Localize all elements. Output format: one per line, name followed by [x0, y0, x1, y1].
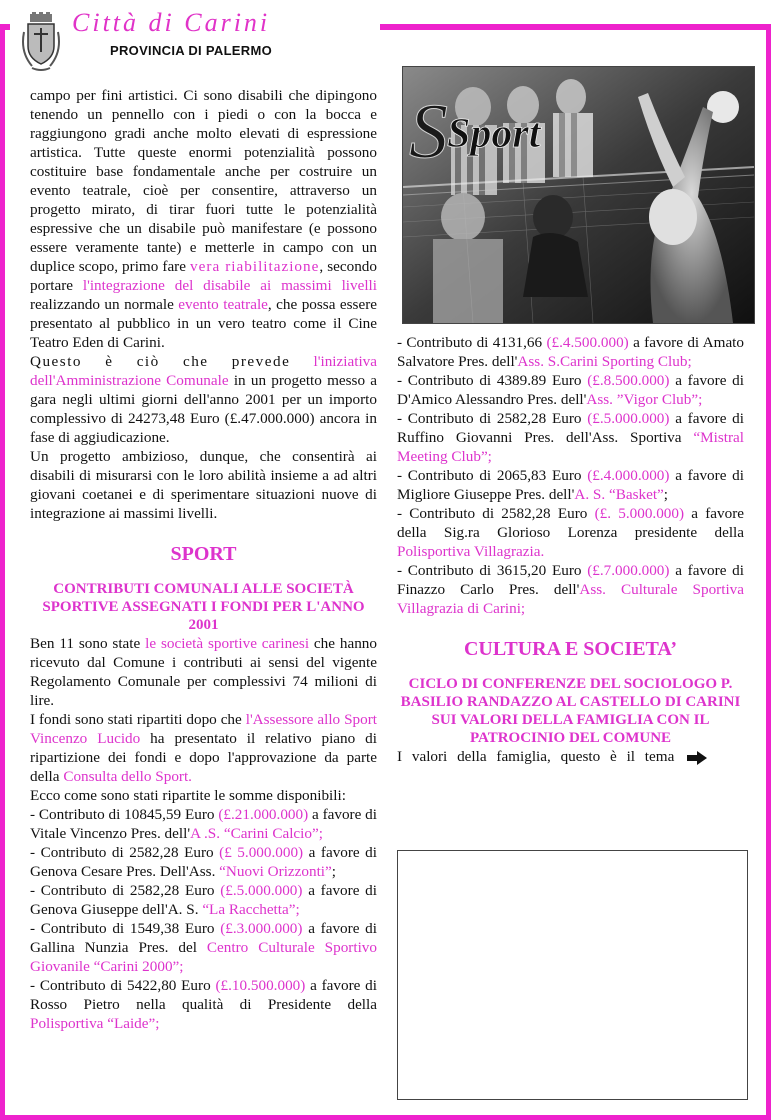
contribution-item: - Contributo di 5422,80 Euro (£.10.500.000) a favore di Rosso Pietro nella qualità di Presidente della Polisportiva “Laide”;	[30, 977, 377, 1032]
sport-photo	[402, 66, 755, 324]
contribution-item: - Contributo di 10845,59 Euro (£.21.000.000) a favore di Vitale Vincenzo Pres. dell'A .S. “Carini Calcio”;	[30, 806, 377, 842]
contribution-item: - Contributo di 4389.89 Euro (£.8.500.000) a favore di D'Amico Alessandro Pres. dell'Ass. ”Vigor Club”;	[397, 372, 744, 408]
empty-frame-box	[397, 850, 748, 1100]
intro-paragraph: campo per fini artistici. Ci sono disabili che dipingono tenendo un pennello con i piedi o con la bocca e raggiungono gradi anche molto elevati di espressione artistica. Tutte queste enormi potenzialità possono costituire base fondamentale anche per costruire un evento teatrale, cioè per consentire, attraverso un progetto mirato, di tirar fuori tutte le potenzialità espressive che un disabile può manifestare (e possono essere veramente tante) e metterle in campo con un duplice scopo, primo fare vera riabilitazione, secondo portare l'integrazione del disabile ai massimi livelli realizzando un normale evento teatrale, che possa essere presentato al pubblico in un vero teatro come il Cine Teatro Eden di Carini.	[30, 87, 377, 351]
culture-paragraph: I valori della famiglia, questo è il tema	[397, 747, 744, 766]
sport-paragraph-3: Ecco come sono stati ripartite le somme disponibili:	[30, 787, 346, 804]
city-crest-icon	[20, 12, 62, 72]
sport-photo-label: Sport	[447, 111, 541, 157]
culture-section-title: CULTURA E SOCIETA’	[463, 638, 678, 660]
sport-paragraph-1: Ben 11 sono state le società sportive carinesi che hanno ricevuto dal Comune i contributi ai sensi del vigente Regolamento Comunale per complessivi 74 milioni di lire.	[30, 635, 377, 709]
contribution-item: - Contributo di 1549,38 Euro (£.3.000.000) a favore di Gallina Nunzia Pres. del Centro Culturale Sportivo Giovanile “Carini 2000”;	[30, 920, 377, 975]
arrow-right-icon	[686, 750, 708, 766]
project-paragraph: Questo è ciò che prevede l'iniziativa dell'Amministrazione Comunale in un progetto messo a gara negli ultimi giorni dell'anno 2001 per un importo complessivo di 24273,48 Euro (£.47.000.000) ancora in fase di aggiudicazione.	[30, 353, 378, 446]
city-title: Città di Carini	[72, 8, 271, 37]
svg-text:S: S	[409, 87, 448, 174]
sport-photo-image	[403, 67, 754, 323]
province-label: PROVINCIA DI PALERMO	[110, 43, 273, 58]
contribution-item: - Contributo di 2582,28 Euro (£.5.000.000) a favore di Genova Giuseppe dell'A. S. “La Racchetta”;	[30, 882, 377, 918]
frame-right-border	[766, 24, 771, 1120]
contribution-item: - Contributo di 4131,66 (£.4.500.000) a favore di Amato Salvatore Pres. dell'Ass. S.Carini Sporting Club;	[397, 334, 744, 370]
left-column	[30, 86, 377, 1033]
right-column	[397, 333, 744, 766]
ambition-paragraph: Un progetto ambizioso, dunque, che consentirà ai disabili di misurarsi con le loro abilità insieme a ad altri giovani coetanei e di sperimentare situazioni nuove di integrazione ai massimi livelli.	[30, 448, 377, 522]
frame-bottom-border	[0, 1115, 771, 1120]
sport-section-title: SPORT	[170, 543, 237, 565]
sport-section-subtitle: CONTRIBUTI COMUNALI ALLE SOCIETÀ SPORTIVE ASSEGNATI I FONDI PER L'ANNO 2001	[42, 581, 365, 633]
sport-paragraph-2: I fondi sono stati ripartiti dopo che l'Assessore allo Sport Vincenzo Lucido ha presentato il relativo piano di ripartizione dei fondi e dopo l'approvazione da parte della Consulta dello Sport.	[30, 711, 377, 785]
contribution-item: - Contributo di 2582,28 Euro (£ 5.000.000) a favore di Genova Cesare Pres. Dell'Ass. “Nuovi Orizzonti”;	[30, 844, 378, 880]
contribution-item: - Contributo di 3615,20 Euro (£.7.000.000) a favore di Finazzo Carlo Pres. dell'Ass. Culturale Sportiva Villagrazia di Carini;	[397, 562, 744, 617]
frame-left-border	[0, 24, 5, 1120]
culture-section-subtitle: CICLO DI CONFERENZE DEL SOCIOLOGO P. BASILIO RANDAZZO AL CASTELLO DI CARINI SUI VALORI DELLA FAMIGLIA CON IL PATROCINIO DEL COMUNE	[400, 676, 741, 746]
contribution-item: - Contributo di 2065,83 Euro (£.4.000.000) a favore di Migliore Giuseppe Pres. dell'A. S. “Basket”;	[397, 467, 744, 503]
contribution-item: - Contributo di 2582,28 Euro (£.5.000.000) a favore di Ruffino Giovanni Pres. dell'Ass. Sportiva “Mistral Meeting Club”;	[397, 410, 744, 465]
contribution-item: - Contributo di 2582,28 Euro (£. 5.000.000) a favore della Sig.ra Glorioso Lorenza presidente della Polisportiva Villagrazia.	[397, 505, 744, 560]
